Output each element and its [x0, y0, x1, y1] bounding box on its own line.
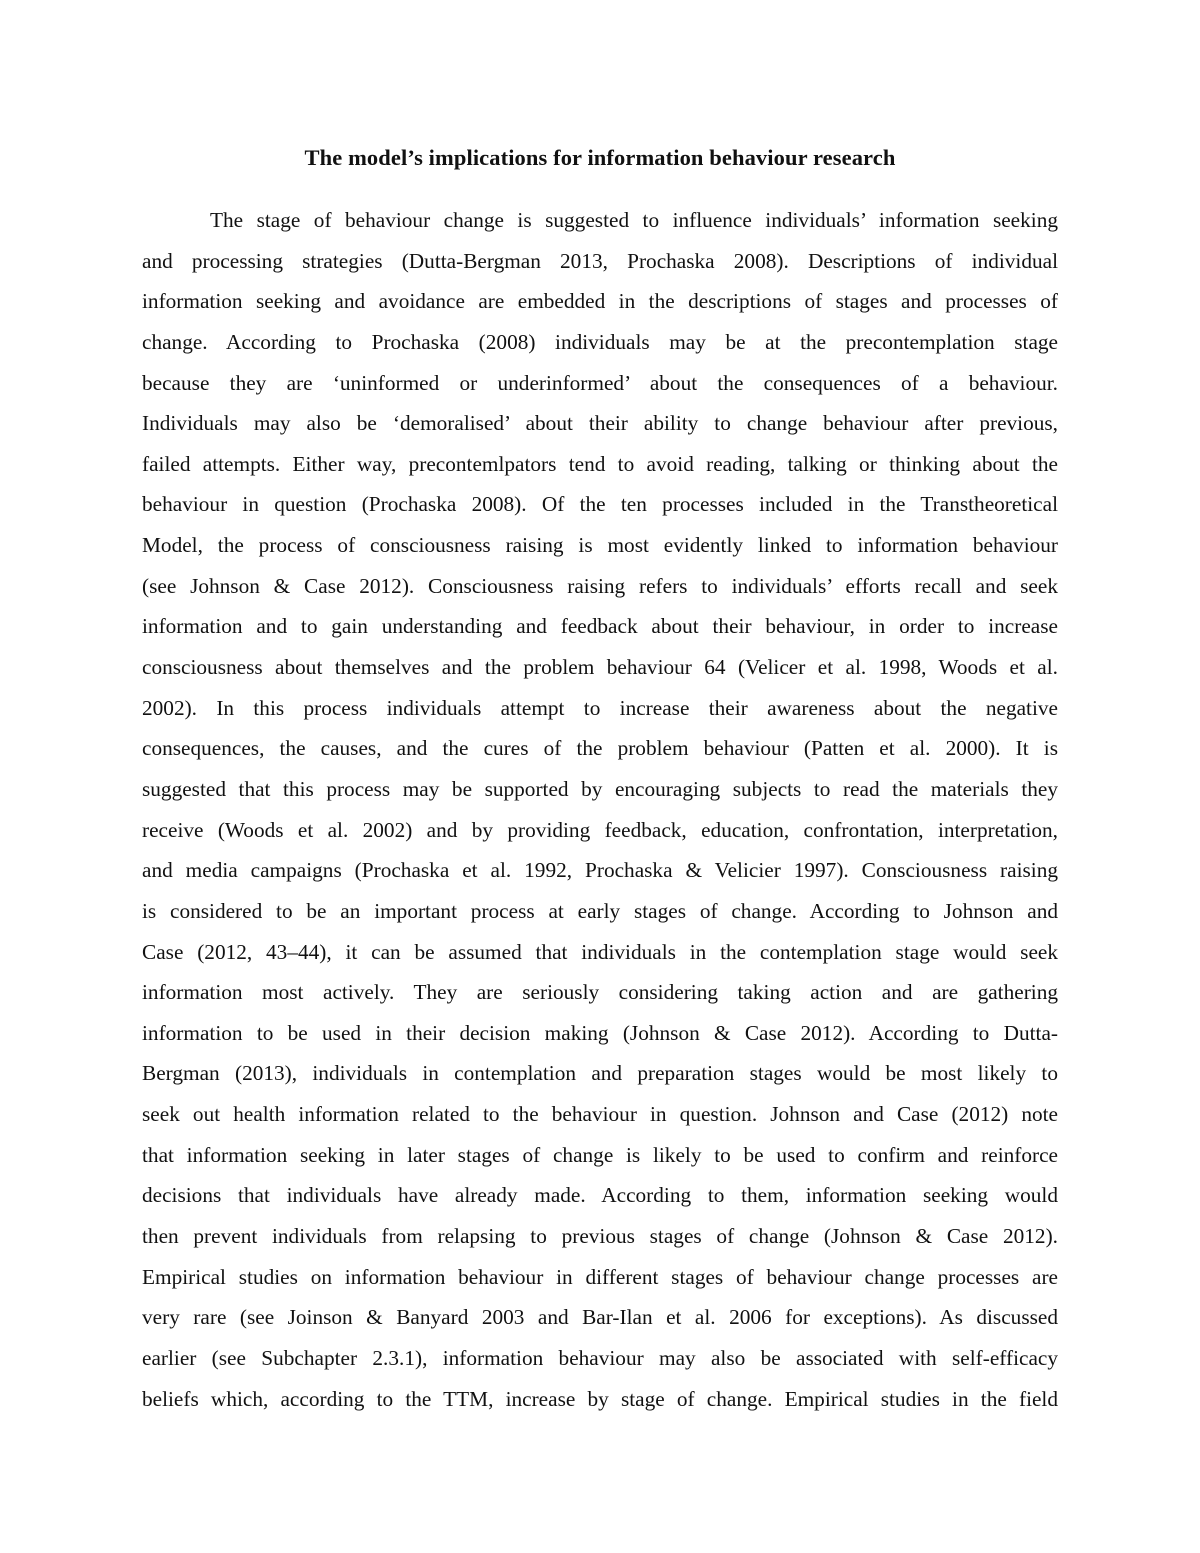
paragraph-line: failed attempts. Either way, precontemlpators tend to avoid reading, talking or thinking about the — [142, 451, 1058, 476]
paragraph-line: The stage of behaviour change is suggested to influence individuals’ information seeking — [210, 208, 1058, 232]
paragraph-line: and media campaigns (Prochaska et al. 1992, Prochaska & Velicier 1997). Consciousness raising — [142, 858, 1058, 883]
paragraph-line: suggested that this process may be supported by encouraging subjects to read the materials they — [142, 776, 1058, 801]
paragraph-line: Model, the process of consciousness raising is most evidently linked to information behaviour — [142, 533, 1058, 558]
paragraph-line: decisions that individuals have already made. According to them, information seeking would — [142, 1183, 1058, 1208]
paragraph-line: and processing strategies (Dutta-Bergman 2013, Prochaska 2008). Descriptions of individual — [142, 248, 1058, 273]
paragraph-line: Bergman (2013), individuals in contemplation and preparation stages would be most likely to — [142, 1061, 1058, 1086]
paragraph-line: earlier (see Subchapter 2.3.1), information behaviour may also be associated with self-efficacy — [142, 1345, 1058, 1370]
paragraph-line: Case (2012, 43–44), it can be assumed that individuals in the contemplation stage would seek — [142, 939, 1058, 964]
paragraph-line: then prevent individuals from relapsing to previous stages of change (Johnson & Case 2012). — [142, 1224, 1058, 1249]
paragraph-line: very rare (see Joinson & Banyard 2003 and Bar-Ilan et al. 2006 for exceptions). As discussed — [142, 1305, 1058, 1330]
paragraph-line: that information seeking in later stages of change is likely to be used to confirm and reinforce — [142, 1142, 1058, 1167]
paragraph-line: because they are ‘uninformed or underinformed’ about the consequences of a behaviour. — [142, 370, 1058, 395]
paragraph-line: Empirical studies on information behaviour in different stages of behaviour change processes are — [142, 1264, 1058, 1289]
paragraph-line: beliefs which, according to the TTM, increase by stage of change. Empirical studies in the field — [142, 1386, 1058, 1411]
paragraph-line: Individuals may also be ‘demoralised’ about their ability to change behaviour after previous, — [142, 411, 1058, 436]
paragraph-line: information to be used in their decision making (Johnson & Case 2012). According to Dutta- — [142, 1020, 1058, 1045]
paragraph-line: is considered to be an important process at early stages of change. According to Johnson and — [142, 898, 1058, 923]
body-paragraph — [142, 200, 1058, 1419]
paragraph-line: consequences, the causes, and the cures of the problem behaviour (Patten et al. 2000). It is — [142, 736, 1058, 761]
paragraph-line: seek out health information related to the behaviour in question. Johnson and Case (2012) note — [142, 1102, 1058, 1127]
paragraph-line: information seeking and avoidance are embedded in the descriptions of stages and processes of — [142, 289, 1058, 314]
paragraph-line: receive (Woods et al. 2002) and by providing feedback, education, confrontation, interpretation, — [142, 817, 1058, 842]
paragraph-line: consciousness about themselves and the problem behaviour 64 (Velicer et al. 1998, Woods et al. — [142, 655, 1058, 680]
paragraph-line: behaviour in question (Prochaska 2008). Of the ten processes included in the Transtheoretical — [142, 492, 1058, 517]
paragraph-line: 2002). In this process individuals attempt to increase their awareness about the negative — [142, 695, 1058, 720]
paragraph-line: information most actively. They are seriously considering taking action and are gathering — [142, 980, 1058, 1005]
paragraph-line: information and to gain understanding and feedback about their behaviour, in order to increase — [142, 614, 1058, 639]
paragraph-line: change. According to Prochaska (2008) individuals may be at the precontemplation stage — [142, 329, 1058, 354]
section-heading: The model’s implications for information behaviour research — [304, 145, 896, 170]
paragraph-line: (see Johnson & Case 2012). Consciousness raising refers to individuals’ efforts recall and seek — [142, 573, 1058, 598]
